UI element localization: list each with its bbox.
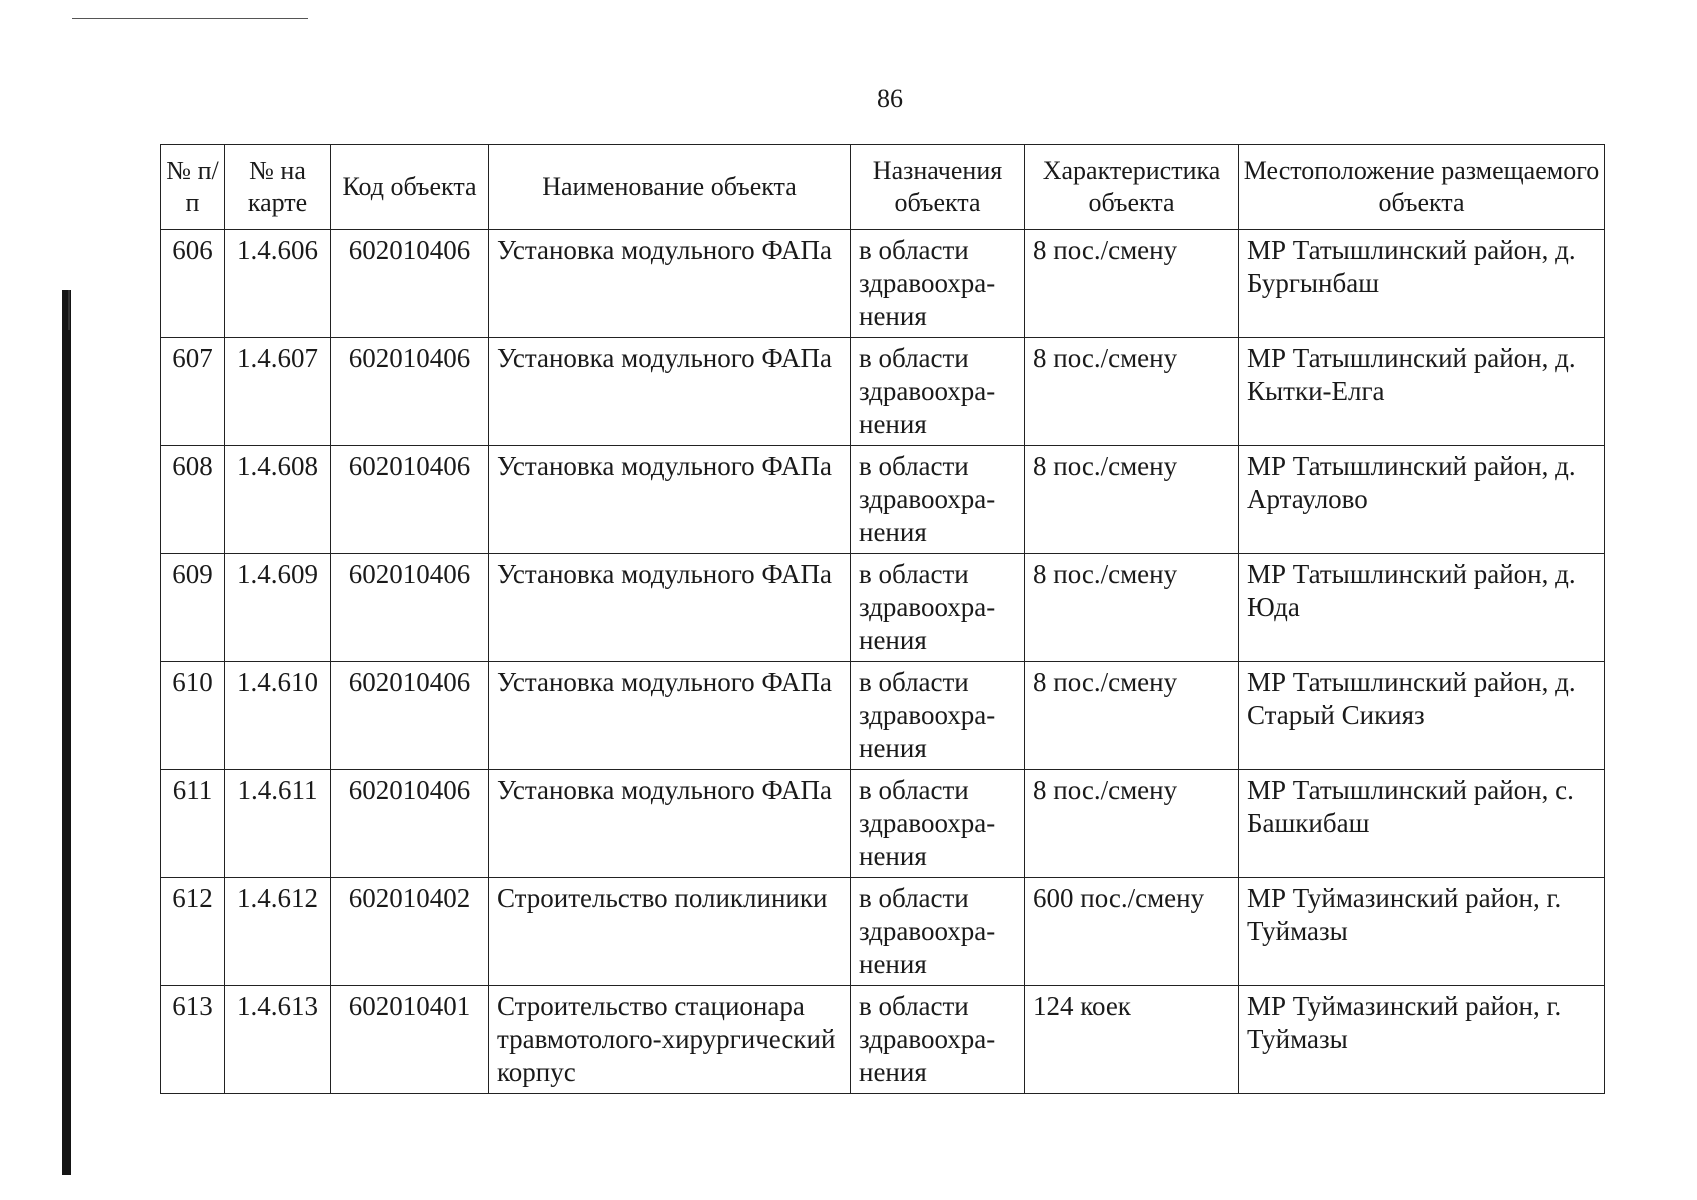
cell-location: МР Туймазинский район, г. Туймазы: [1239, 878, 1605, 986]
table-row: [161, 662, 1605, 770]
cell-name: Строительство стационара травмотолого-хирургический корпус: [489, 986, 851, 1094]
cell-location: МР Татышлинский район, с. Башкибаш: [1239, 770, 1605, 878]
cell-num: 607: [161, 338, 225, 446]
cell-num: 608: [161, 446, 225, 554]
cell-num: 613: [161, 986, 225, 1094]
cell-characteristic: 8 пос./смену: [1025, 770, 1239, 878]
cell-name: Установка модульного ФАПа: [489, 770, 851, 878]
cell-purpose: в области здравоохра-нения: [851, 230, 1025, 338]
top-rule: [72, 18, 308, 19]
header-location: Местоположение размещаемого объекта: [1239, 145, 1605, 230]
table-body: [161, 230, 1605, 1094]
scan-edge-mark: [68, 290, 70, 330]
cell-map-num: 1.4.609: [225, 554, 331, 662]
table-row: [161, 338, 1605, 446]
cell-code: 602010406: [331, 446, 489, 554]
cell-code: 602010401: [331, 986, 489, 1094]
cell-purpose: в области здравоохра-нения: [851, 446, 1025, 554]
cell-name: Строительство поликлиники: [489, 878, 851, 986]
cell-characteristic: 600 пос./смену: [1025, 878, 1239, 986]
cell-location: МР Татышлинский район, д. Артаулово: [1239, 446, 1605, 554]
header-num: № п/п: [161, 145, 225, 230]
table-header-row: [161, 145, 1605, 230]
cell-location: МР Татышлинский район, д. Старый Сикияз: [1239, 662, 1605, 770]
cell-map-num: 1.4.610: [225, 662, 331, 770]
cell-location: МР Татышлинский район, д. Бургынбаш: [1239, 230, 1605, 338]
header-map-num: № на карте: [225, 145, 331, 230]
table-row: [161, 446, 1605, 554]
cell-num: 612: [161, 878, 225, 986]
table-row: [161, 554, 1605, 662]
cell-code: 602010406: [331, 770, 489, 878]
cell-code: 602010406: [331, 230, 489, 338]
cell-map-num: 1.4.612: [225, 878, 331, 986]
header-name: Наименование объекта: [489, 145, 851, 230]
cell-purpose: в области здравоохра-нения: [851, 770, 1025, 878]
cell-location: МР Татышлинский район, д. Кытки-Елга: [1239, 338, 1605, 446]
cell-purpose: в области здравоохра-нения: [851, 338, 1025, 446]
table-row: [161, 878, 1605, 986]
cell-characteristic: 8 пос./смену: [1025, 554, 1239, 662]
cell-num: 611: [161, 770, 225, 878]
cell-num: 609: [161, 554, 225, 662]
cell-location: МР Татышлинский район, д. Юда: [1239, 554, 1605, 662]
cell-name: Установка модульного ФАПа: [489, 338, 851, 446]
cell-map-num: 1.4.607: [225, 338, 331, 446]
cell-location: МР Туймазинский район, г. Туймазы: [1239, 986, 1605, 1094]
cell-name: Установка модульного ФАПа: [489, 554, 851, 662]
objects-table: [160, 144, 1605, 1094]
cell-characteristic: 8 пос./смену: [1025, 230, 1239, 338]
cell-characteristic: 8 пос./смену: [1025, 446, 1239, 554]
header-purpose: Назначения объекта: [851, 145, 1025, 230]
table-row: [161, 230, 1605, 338]
cell-code: 602010406: [331, 554, 489, 662]
cell-name: Установка модульного ФАПа: [489, 446, 851, 554]
header-code: Код объекта: [331, 145, 489, 230]
cell-map-num: 1.4.613: [225, 986, 331, 1094]
cell-characteristic: 124 коек: [1025, 986, 1239, 1094]
cell-map-num: 1.4.611: [225, 770, 331, 878]
cell-characteristic: 8 пос./смену: [1025, 338, 1239, 446]
cell-purpose: в области здравоохра-нения: [851, 986, 1025, 1094]
cell-map-num: 1.4.606: [225, 230, 331, 338]
page-number: 86: [877, 84, 903, 113]
table-row: [161, 770, 1605, 878]
cell-characteristic: 8 пос./смену: [1025, 662, 1239, 770]
cell-num: 610: [161, 662, 225, 770]
cell-code: 602010406: [331, 662, 489, 770]
scan-edge-bar: [62, 290, 71, 1175]
cell-name: Установка модульного ФАПа: [489, 662, 851, 770]
cell-map-num: 1.4.608: [225, 446, 331, 554]
cell-name: Установка модульного ФАПа: [489, 230, 851, 338]
cell-purpose: в области здравоохра-нения: [851, 554, 1025, 662]
table-row: [161, 986, 1605, 1094]
cell-num: 606: [161, 230, 225, 338]
cell-code: 602010402: [331, 878, 489, 986]
cell-purpose: в области здравоохра-нения: [851, 662, 1025, 770]
cell-purpose: в области здравоохра-нения: [851, 878, 1025, 986]
header-characteristic: Характеристика объекта: [1025, 145, 1239, 230]
cell-code: 602010406: [331, 338, 489, 446]
